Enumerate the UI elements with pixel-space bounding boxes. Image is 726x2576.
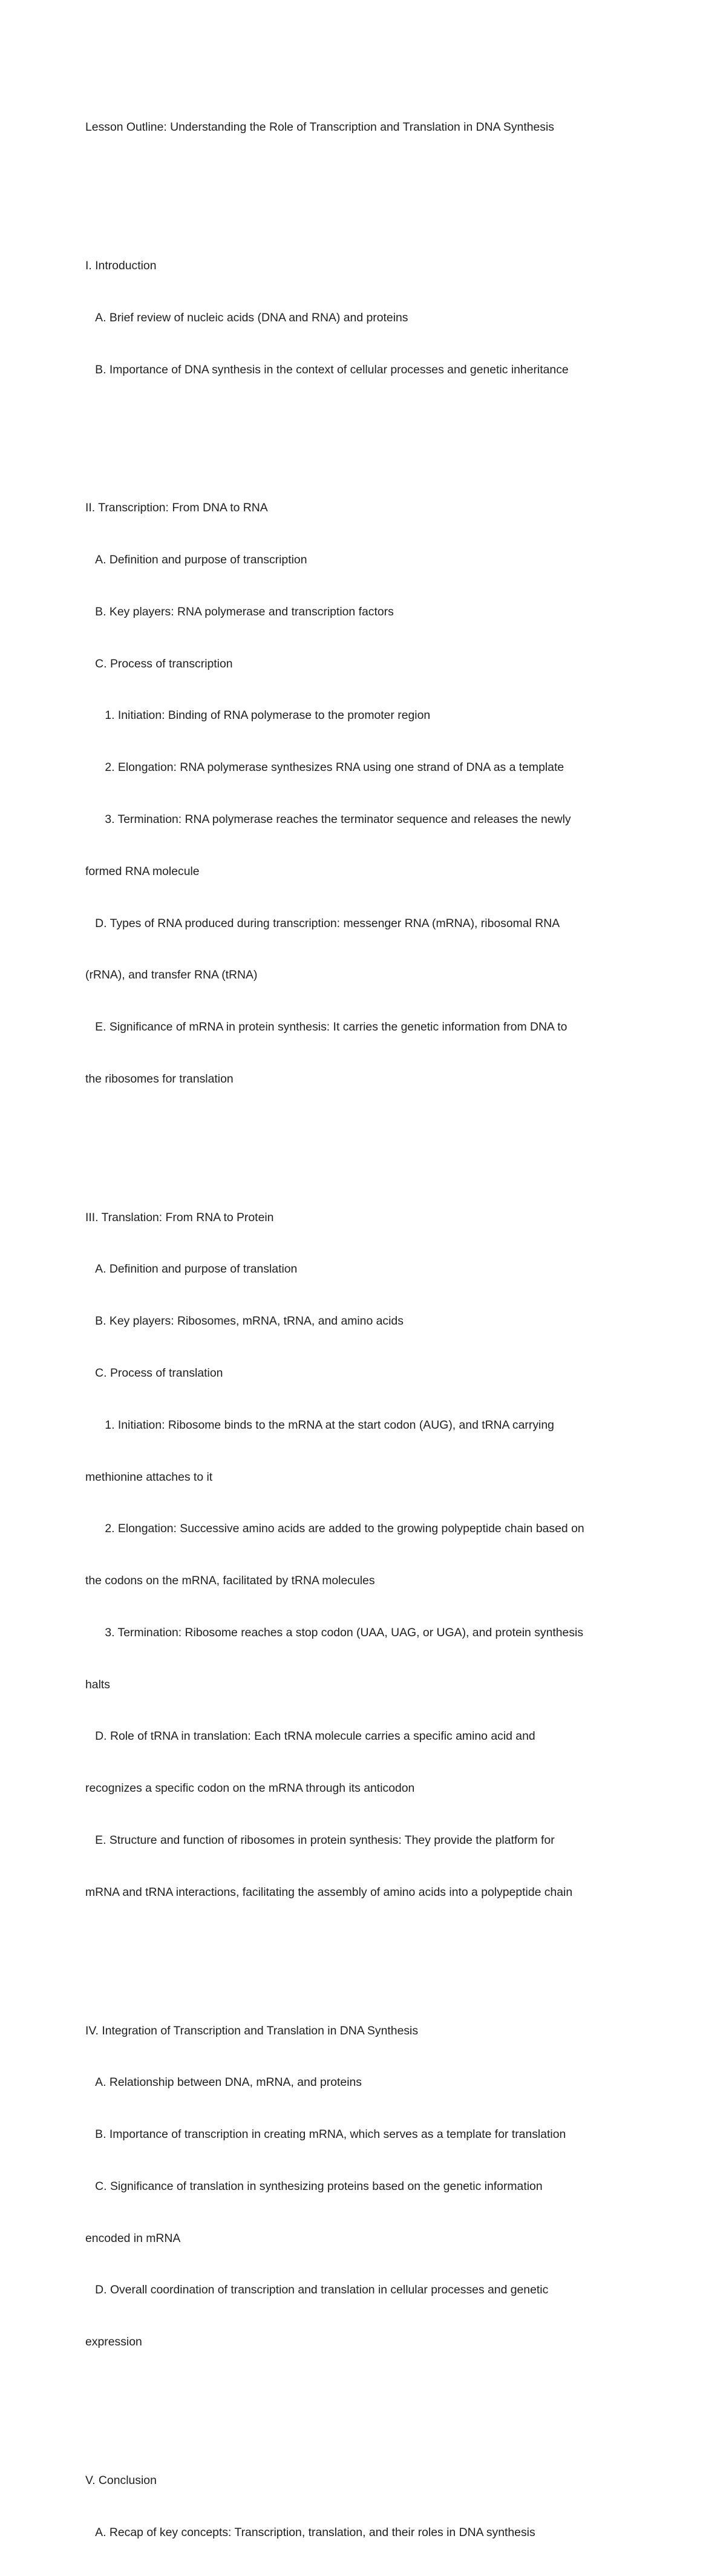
- spacer: [85, 1122, 648, 1140]
- spacer: [85, 413, 648, 430]
- outline-line: 3. Termination: Ribosome reaches a stop codon (UAA, UAG, or UGA), and protein synthesis: [85, 1625, 584, 1639]
- spacer: [85, 1936, 648, 1953]
- outline-line: 3. Termination: RNA polymerase reaches the terminator sequence and releases the newly: [85, 812, 571, 826]
- document-body: [85, 84, 648, 2576]
- outline-line: the codons on the mRNA, facilitated by tRNA molecules: [85, 1574, 375, 1588]
- outline-line: C. Process of transcription: [85, 657, 233, 670]
- outline-line: 2. Elongation: Successive amino acids are added to the growing polypeptide chain based on: [85, 1522, 584, 1536]
- outline-line: A. Definition and purpose of translation: [85, 1262, 298, 1276]
- outline-line: the ribosomes for translation: [85, 1072, 234, 1086]
- outline-line: C. Significance of translation in synthesizing proteins based on the genetic information: [85, 2179, 543, 2193]
- section-heading-integration: IV. Integration of Transcription and Translation in DNA Synthesis: [85, 2024, 419, 2037]
- outline-line: B. Importance of transcription in creating mRNA, which serves as a template for translation: [85, 2128, 566, 2142]
- outline-line: 1. Initiation: Binding of RNA polymerase to the promoter region: [85, 709, 431, 723]
- outline-line: D. Overall coordination of transcription and translation in cellular processes and genetic: [85, 2283, 549, 2297]
- outline-line: B. Importance of DNA synthesis in the context of cellular processes and genetic inheritance: [85, 362, 569, 376]
- outline-line: D. Role of tRNA in translation: Each tRNA molecule carries a specific amino acid and: [85, 1729, 535, 1743]
- outline-line: 2. Elongation: RNA polymerase synthesizes RNA using one strand of DNA as a template: [85, 761, 564, 775]
- outline-line: formed RNA molecule: [85, 864, 200, 878]
- outline-line: encoded in mRNA: [85, 2231, 181, 2245]
- outline-line: mRNA and tRNA interactions, facilitating the assembly of amino acids into a polypeptide chain: [85, 1885, 573, 1899]
- outline-line: B. Key players: RNA polymerase and transcription factors: [85, 605, 394, 618]
- section-heading-conclusion: V. Conclusion: [85, 2473, 157, 2487]
- outline-line: methionine attaches to it: [85, 1470, 213, 1484]
- outline-line: E. Structure and function of ribosomes in protein synthesis: They provide the platform for: [85, 1833, 555, 1847]
- outline-line: expression: [85, 2335, 142, 2349]
- outline-line: 1. Initiation: Ribosome binds to the mRNA at the start codon (AUG), and tRNA carrying: [85, 1418, 554, 1432]
- outline-line: recognizes a specific codon on the mRNA through its anticodon: [85, 1781, 415, 1795]
- outline-line: D. Types of RNA produced during transcription: messenger RNA (mRNA), ribosomal RNA: [85, 916, 560, 930]
- outline-line: halts: [85, 1677, 110, 1691]
- outline-line: A. Brief review of nucleic acids (DNA and RNA) and proteins: [85, 310, 408, 324]
- outline-line: A. Recap of key concepts: Transcription, translation, and their roles in DNA synthesis: [85, 2525, 535, 2539]
- section-heading-translation: III. Translation: From RNA to Protein: [85, 1210, 274, 1224]
- spacer: [85, 2385, 648, 2403]
- outline-line: E. Significance of mRNA in protein synthesis: It carries the genetic information from DNA to: [85, 1020, 567, 1034]
- outline-line: B. Key players: Ribosomes, mRNA, tRNA, and amino acids: [85, 1314, 404, 1328]
- section-heading-introduction: I. Introduction: [85, 258, 157, 272]
- outline-line: C. Process of translation: [85, 1366, 223, 1380]
- outline-line: A. Definition and purpose of transcription: [85, 553, 307, 567]
- document-title: Lesson Outline: Understanding the Role of Transcription and Translation in DNA Synthesis: [85, 120, 554, 134]
- spacer: [85, 171, 648, 188]
- outline-line: A. Relationship between DNA, mRNA, and proteins: [85, 2076, 362, 2089]
- outline-line: (rRNA), and transfer RNA (tRNA): [85, 968, 258, 982]
- section-heading-transcription: II. Transcription: From DNA to RNA: [85, 501, 268, 515]
